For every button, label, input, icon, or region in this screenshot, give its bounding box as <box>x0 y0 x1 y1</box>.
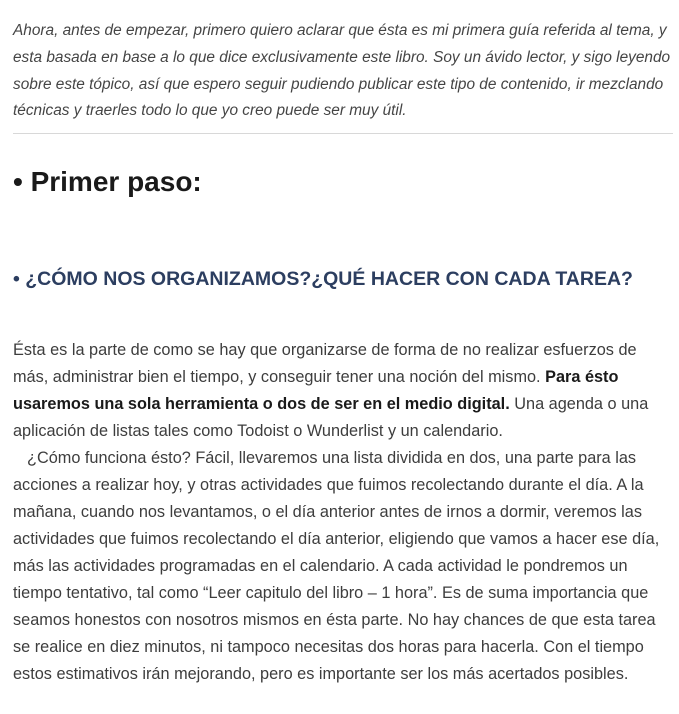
body-text-end: Una agenda o una aplicación de listas tales como Todoist o Wunderlist y un calendario. <box>13 395 649 440</box>
body-text-bold: Para ésto usaremos una sola herramienta o dos de ser en el medio digital. <box>13 368 619 413</box>
intro-paragraph: Ahora, antes de empezar, primero quiero aclarar que ésta es mi primera guía referida al tema, y esta basada en base a lo que dice exclusivamente este libro. Soy un ávido lector, y sigo leyendo sobre este tópico, así que espero seguir pudiendo publicar este tipo de contenido, ir mezclando técnicas y traerles todo lo que yo creo puede ser muy útil. <box>13 18 673 134</box>
body-paragraph <box>13 337 673 688</box>
step-heading: • Primer paso: <box>13 166 202 197</box>
body-text-start: Ésta es la parte de como se hay que organizarse de forma de no realizar esfuerzos de más, administrar bien el tiempo, y conseguir tener una noción del mismo. <box>13 341 637 386</box>
body-text-second: ¿Cómo funciona ésto? Fácil, llevaremos una lista dividida en dos, una parte para las acciones a realizar hoy, y otras actividades que fuimos recolectando durante el día. A la mañana, cuando nos levantamos, o el día anterior antes de irnos a dormir, veremos las actividades que fuimos recolectando el día anterior, eligiendo que vamos a hacer ese día, más las actividades programadas en el calendario. A cada actividad le pondremos un tiempo tentativo, tal como “Leer capitulo del libro – 1 hora”. Es de suma importancia que seamos honestos con nosotros mismos en ésta parte. No hay chances de que esta tarea se realice en diez minutos, ni tampoco necesitas dos horas para hacerla. Con el tiempo estos estimativos irán mejorando, pero es importante ser los más acertados posibles. <box>13 449 660 683</box>
article-content <box>13 18 673 683</box>
section-heading: • ¿CÓMO NOS ORGANIZAMOS?¿QUÉ HACER CON CADA TAREA? <box>13 268 633 290</box>
